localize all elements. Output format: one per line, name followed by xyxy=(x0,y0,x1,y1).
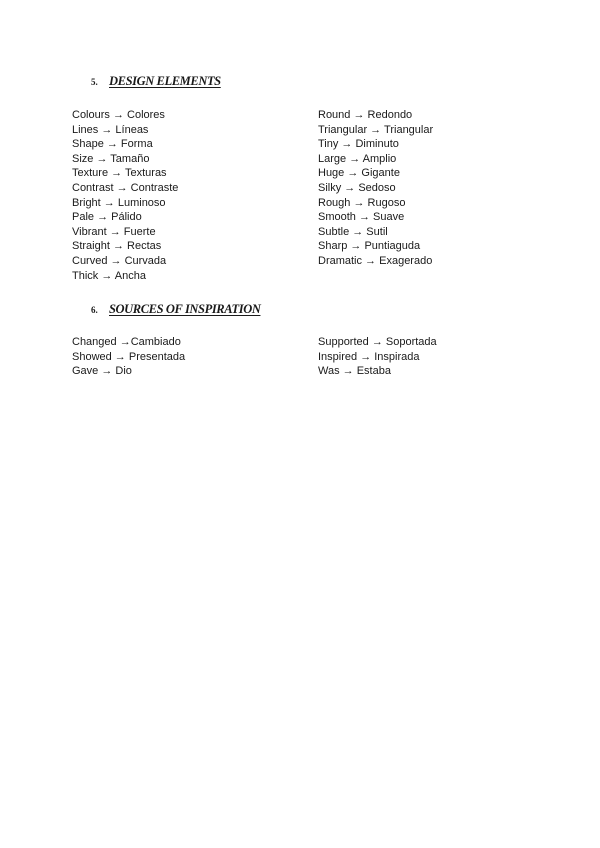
vocab-item: Size → Tamaño xyxy=(72,152,150,165)
vocab-item: Gave → Dio xyxy=(72,365,132,378)
vocab-item: Lines → Líneas xyxy=(72,123,149,136)
vocab-item: Shape → Forma xyxy=(72,138,153,151)
sources-left-column xyxy=(72,335,185,379)
vocab-item: Showed → Presentada xyxy=(72,350,186,363)
sources-right-column xyxy=(318,335,437,379)
vocab-item: Was → Estaba xyxy=(318,365,391,378)
vocab-item: Supported → Soportada xyxy=(318,336,437,348)
vocab-item: Subtle → Sutil xyxy=(318,225,388,238)
vocab-item: Round → Redondo xyxy=(318,109,413,121)
section-title: DESIGN ELEMENTS xyxy=(109,74,221,88)
vocab-item: Sharp → Puntiaguda xyxy=(318,240,421,253)
section-title: SOURCES OF INSPIRATION xyxy=(109,302,261,316)
vocab-item: Thick → Ancha xyxy=(72,269,146,282)
vocab-item: Changed →Cambiado xyxy=(72,336,181,348)
vocab-item: Pale → Pálido xyxy=(72,211,142,224)
vocab-item: Silky → Sedoso xyxy=(318,181,396,194)
vocab-item: Curved → Curvada xyxy=(72,254,167,267)
vocab-item: Large → Amplio xyxy=(318,152,397,165)
section-heading-sources-of-inspiration xyxy=(91,302,260,317)
vocab-item: Vibrant → Fuerte xyxy=(72,225,156,238)
section-number: 6. xyxy=(91,305,98,315)
vocab-item: Rough → Rugoso xyxy=(318,196,406,209)
section-heading-design-elements xyxy=(91,74,221,89)
section-number: 5. xyxy=(91,77,98,87)
vocab-item: Straight → Rectas xyxy=(72,240,162,253)
vocab-item: Dramatic → Exagerado xyxy=(318,254,433,267)
vocab-item: Tiny → Diminuto xyxy=(318,138,399,151)
vocab-item: Contrast → Contraste xyxy=(72,181,179,194)
design-elements-right-column xyxy=(318,108,433,269)
vocab-item: Smooth → Suave xyxy=(318,211,405,224)
vocab-item: Huge → Gigante xyxy=(318,167,400,180)
vocab-item: Triangular → Triangular xyxy=(318,123,434,136)
design-elements-left-column xyxy=(72,108,178,283)
vocab-item: Texture → Texturas xyxy=(72,167,167,180)
vocab-item: Inspired → Inspirada xyxy=(318,350,420,363)
vocab-item: Colours → Colores xyxy=(72,109,165,121)
vocab-item: Bright → Luminoso xyxy=(72,196,166,209)
